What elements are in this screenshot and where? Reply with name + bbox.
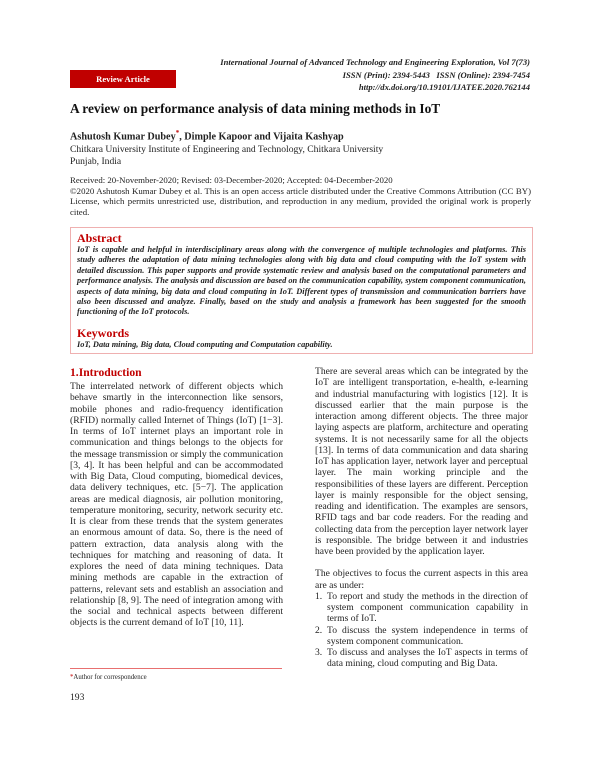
list-number: 3.: [315, 647, 323, 658]
journal-header: [220, 56, 530, 94]
authors: [70, 129, 344, 142]
objectives-list: [315, 591, 528, 670]
affiliation-line: Punjab, India: [70, 156, 122, 167]
keywords-text: IoT, Data mining, Big data, Cloud computing and Computation capability.: [77, 339, 333, 349]
abstract-text: IoT is capable and helpful in interdisciplinary areas along with the convergence of multiple technologies and platforms. This study adheres the adaptation of data mining technologies along with big data and cloud computing with the IoT system with detailed discussion. This paper supports and provide systematic review and analysis based on the computational parameters and performance analysis. The analysis and discussion are based on the communication capability, system component communication, aspects of data mining, big data and cloud computing in IoT. Different types of transmission and communication barriers have also been discussed and analyze. Finally, based on the study and analysis a framework has been suggested for the smooth functioning of the IoT protocols.: [77, 245, 526, 317]
paragraph: The interrelated network of different objects which behave smartly in the interconnection like sensors, mobile phones and radio-frequency identification (RFID) normally called Internet of Things (IoT) [1−3]. In terms of IoT internet plays an important role in communication and things belongs to the objects for the message transmission or simply the communication [3, 4]. It has been helpful and can be accommodated with Big Data, Cloud computing, biomedical devices, data delivery techniques, etc. [5−7]. The application areas are medical diagnosis, air pollution monitoring, temperature monitoring, security, network security etc. It is clear from these trends that the system generates an enormous amount of data. So, there is the need of pattern extraction, data analysis along with the techniques for matching and reasoning of data. It explores the need of data mining techniques. Data mining methods are capable in the extraction of patterns, relevant sets and establish an association and relationship [8, 9]. The need of integration among with the social and technical aspects between different objects is the current demand of IoT [10, 11].: [70, 381, 283, 629]
abstract-heading: Abstract: [77, 231, 122, 245]
page-number: 193: [70, 692, 85, 703]
affiliation: [70, 144, 383, 168]
journal-name: International Journal of Advanced Technology and Engineering Exploration, Vol 7(73): [220, 57, 530, 67]
footnote-divider: [70, 668, 282, 669]
list-text: To report and study the methods in the direction of system component communication capability in terms of IoT.: [327, 590, 528, 625]
issn: ISSN (Print): 2394-5443 ISSN (Online): 2394-7454: [342, 69, 530, 80]
list-text: To discuss the system independence in terms of system component communication.: [327, 624, 528, 647]
author-name: Ashutosh Kumar Dubey: [70, 131, 176, 143]
left-column: [70, 366, 283, 629]
copyright: ©2020 Ashutosh Kumar Dubey et al. This is an open access article distributed under the Creative Commons Attribution (CC BY) License, which permits unrestricted use, distribution, and reproduction in any medium, provided the original work is properly cited.: [70, 185, 531, 217]
list-item: [315, 624, 528, 648]
article-info: [70, 175, 531, 217]
list-text: To discuss and analyses the IoT aspects in terms of data mining, cloud computing and Big Data.: [327, 647, 528, 670]
footnote-mark: *: [70, 674, 74, 681]
article-type-badge: Review Article: [70, 70, 176, 88]
doi-link[interactable]: http://dx.doi.org/10.19101/IJATEE.2020.762144: [358, 82, 530, 93]
paragraph: The objectives to focus the current aspects in this area are as under:: [315, 568, 528, 591]
affiliation-line: Chitkara University Institute of Engineering and Technology, Chitkara University: [70, 144, 384, 155]
section-heading: 1.Introduction: [70, 366, 142, 379]
list-number: 1.: [315, 590, 323, 602]
dates: Received: 20-November-2020; Revised: 03-December-2020; Accepted: 04-December-2020: [70, 175, 393, 185]
list-item: [315, 647, 528, 670]
paper-title: A review on performance analysis of data mining methods in IoT: [70, 101, 441, 116]
author-names: , Dimple Kapoor and Vijaita Kashyap: [179, 131, 344, 143]
footnote: [70, 674, 147, 681]
footnote-text: Author for correspondence: [73, 674, 147, 681]
abstract-box: [70, 227, 533, 354]
paragraph: There are several areas which can be integrated by the IoT are intelligent transportation, e-health, e-learning and industrial manufacturing with logistics [12]. It is discussed earlier that the main purpose is the interaction among different objects. The three major laying aspects are platform, architecture and operating systems. It is not necessarily same for all the objects [13]. In terms of data communication and data sharing IoT has application layer, network layer and perceptual layer. The main working principle and the responsibilities of these layers are different. Perception layer is mainly responsible for the object sensing, reading and identification. The examples are sensors, RFID tags and bar code readers. For the reading and collecting data from the perception layer network layer is responsible. The bridge between it and industries have been provided by the application layer.: [315, 366, 528, 557]
keywords-heading: Keywords: [77, 325, 129, 340]
correspondence-mark: *: [175, 129, 180, 137]
list-number: 2.: [315, 624, 323, 636]
list-item: [315, 590, 528, 625]
right-column: [315, 366, 528, 670]
